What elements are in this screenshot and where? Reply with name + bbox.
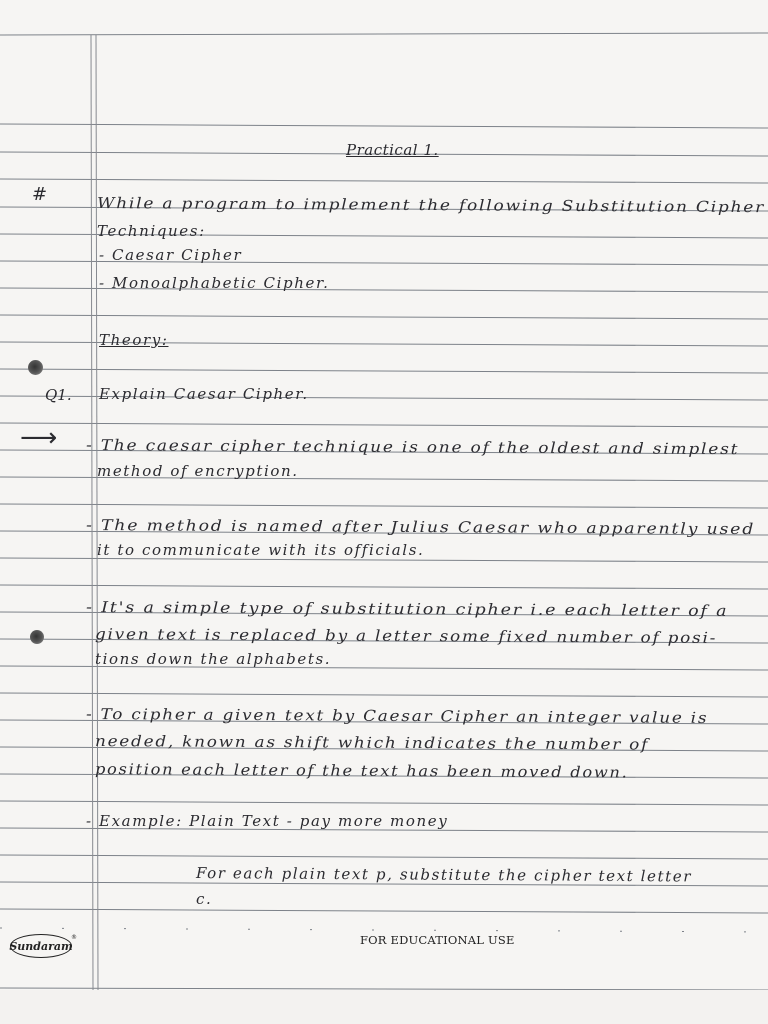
handwritten-line: given text is replaced by a letter some fixed number of posi-: [94, 625, 718, 647]
example-line: - Example: Plain Text - pay more money: [86, 812, 449, 830]
handwritten-line: it to communicate with its officials.: [97, 541, 425, 559]
handwritten-line: - The method is named after Julius Caesar who apparently used: [85, 516, 756, 539]
page-title: Practical 1.: [346, 141, 439, 159]
handwritten-line: tions down the alphabets.: [95, 650, 332, 668]
handwritten-line: position each letter of the text has been moved down.: [94, 760, 629, 782]
arrow-icon: ⟶: [20, 423, 58, 453]
hash-mark: #: [32, 184, 48, 205]
section-heading-theory: Theory:: [99, 331, 169, 349]
handwritten-line: c.: [196, 890, 213, 908]
brand-logo: Sundaram: [10, 934, 72, 958]
question-text: Explain Caesar Cipher.: [99, 385, 309, 403]
page-bottom-margin: [0, 990, 768, 1024]
handwritten-line: - Monoalphabetic Cipher.: [99, 274, 330, 292]
binder-hole-bottom: [30, 630, 44, 644]
binder-hole-top: [28, 360, 43, 375]
handwritten-line: For each plain text p, substitute the cipher text letter: [195, 864, 693, 886]
registered-mark: ®: [71, 934, 77, 941]
handwritten-line: - To cipher a given text by Caesar Cipher an integer value is: [85, 705, 709, 727]
handwritten-line: While a program to implement the following Substitution Cipher: [96, 194, 766, 217]
handwritten-line: Techniques:: [97, 222, 206, 240]
footer-text: FOR EDUCATIONAL USE: [360, 933, 515, 947]
question-label: Q1.: [45, 386, 72, 404]
handwritten-line: - It's a simple type of substitution cipher i.e each letter of a: [85, 598, 729, 620]
handwritten-line: - The caesar cipher technique is one of the oldest and simplest: [85, 436, 740, 459]
handwritten-line: - Caesar Cipher: [99, 246, 243, 264]
handwritten-line: needed, known as shift which indicates the number of: [94, 732, 650, 754]
handwritten-line: method of encryption.: [97, 462, 299, 480]
